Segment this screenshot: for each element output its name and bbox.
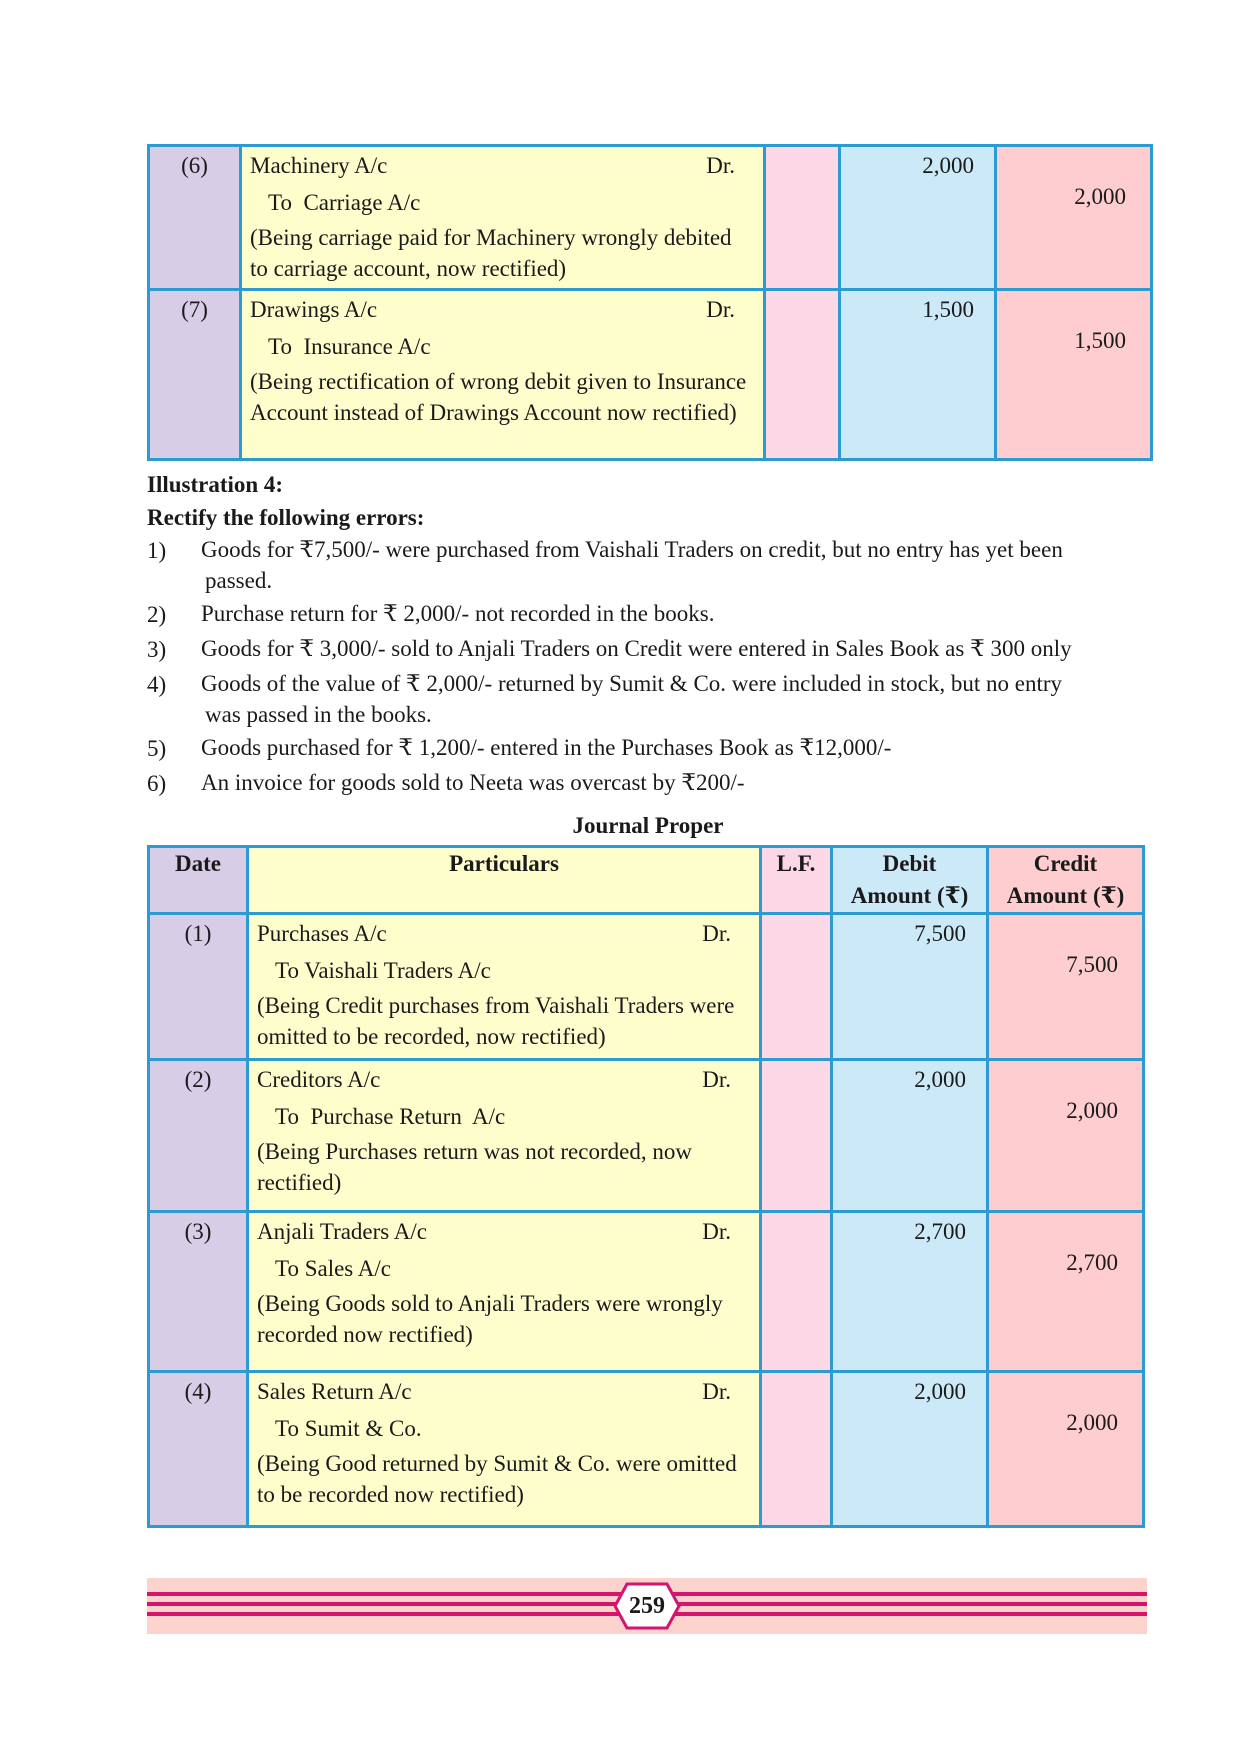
- debit-amount-cell: 2,000: [832, 1060, 988, 1212]
- debit-amount-cell: 7,500: [832, 914, 988, 1060]
- credit-amount-cell: 7,500: [988, 914, 1144, 1060]
- date-cell: (6): [149, 146, 241, 290]
- lf-cell: [761, 914, 832, 1060]
- list-item: 4) Goods of the value of ₹ 2,000/- returned by Sumit & Co. were included in stock, but no entry was passed in the books.: [147, 671, 1063, 727]
- table-header-row: [149, 847, 1144, 914]
- narration: (Being Purchases return was not recorded, now rectified): [257, 1139, 692, 1195]
- particulars-cell: [248, 1212, 761, 1372]
- header-credit: Credit Amount (₹): [988, 847, 1144, 914]
- credit-account: To Vaishali Traders A/c: [275, 958, 491, 983]
- date-cell: (4): [149, 1372, 248, 1527]
- page-number: 259: [629, 1593, 665, 1619]
- narration: (Being Good returned by Sumit & Co. were omitted to be recorded now rectified): [257, 1451, 737, 1507]
- debit-account: Purchases A/c: [257, 921, 387, 946]
- page-number-badge: [613, 1582, 681, 1630]
- header-debit: Debit Amount (₹): [832, 847, 988, 914]
- lf-cell: [761, 1372, 832, 1527]
- credit-account: To Insurance A/c: [268, 334, 431, 359]
- journal-proper-table: [147, 845, 1145, 1528]
- page-footer: [147, 1578, 1147, 1634]
- credit-amount-cell: 2,700: [988, 1212, 1144, 1372]
- error-list: [147, 534, 1149, 800]
- dr-label: Dr.: [702, 1067, 731, 1092]
- credit-account: To Sumit & Co.: [275, 1416, 422, 1441]
- list-item: 6) An invoice for goods sold to Neeta was overcast by ₹200/-: [147, 770, 745, 796]
- credit-amount-cell: 2,000: [996, 146, 1152, 290]
- dr-label: Dr.: [702, 1219, 731, 1244]
- debit-account: Creditors A/c: [257, 1067, 381, 1092]
- debit-amount-cell: 2,000: [832, 1372, 988, 1527]
- debit-account: Anjali Traders A/c: [257, 1219, 427, 1244]
- date-cell: (7): [149, 290, 241, 460]
- table-row: [149, 914, 1144, 1060]
- illustration-instruction: Rectify the following errors:: [147, 505, 425, 530]
- particulars-cell: [248, 1060, 761, 1212]
- journal-table-continued: [147, 144, 1153, 461]
- narration: (Being Goods sold to Anjali Traders were wrongly recorded now rectified): [257, 1291, 723, 1347]
- narration: (Being rectification of wrong debit given to Insurance Account instead of Drawings Account now rectified): [250, 369, 747, 425]
- illustration-section: [147, 468, 1149, 802]
- debit-amount-cell: 2,000: [840, 146, 996, 290]
- lf-cell: [761, 1060, 832, 1212]
- table-row: [149, 146, 1152, 290]
- debit-amount-cell: 1,500: [840, 290, 996, 460]
- credit-amount-cell: 1,500: [996, 290, 1152, 460]
- table-row: [149, 290, 1152, 460]
- particulars-cell: [241, 290, 765, 460]
- date-cell: (2): [149, 1060, 248, 1212]
- credit-amount-cell: 2,000: [988, 1060, 1144, 1212]
- table-row: [149, 1212, 1144, 1372]
- illustration-title: Illustration 4:: [147, 472, 284, 497]
- debit-amount-cell: 2,700: [832, 1212, 988, 1372]
- list-item: 5) Goods purchased for ₹ 1,200/- entered in the Purchases Book as ₹12,000/-: [147, 735, 892, 761]
- dr-label: Dr.: [706, 297, 735, 322]
- lf-cell: [765, 290, 840, 460]
- credit-account: To Carriage A/c: [268, 190, 421, 215]
- date-cell: (1): [149, 914, 248, 1060]
- list-item: 2) Purchase return for ₹ 2,000/- not recorded in the books.: [147, 601, 715, 627]
- date-cell: (3): [149, 1212, 248, 1372]
- list-item: 1) Goods for ₹7,500/- were purchased from Vaishali Traders on credit, but no entry has yet been passed.: [147, 537, 1063, 593]
- header-lf: L.F.: [761, 847, 832, 914]
- credit-account: To Sales A/c: [275, 1256, 391, 1281]
- table-row: [149, 1060, 1144, 1212]
- journal-caption: Journal Proper: [572, 813, 724, 838]
- narration: (Being carriage paid for Machinery wrongly debited to carriage account, now rectified): [250, 225, 732, 281]
- particulars-cell: [241, 146, 765, 290]
- list-item: 3) Goods for ₹ 3,000/- sold to Anjali Traders on Credit were entered in Sales Book as ₹ 300 only: [147, 636, 1072, 662]
- dr-label: Dr.: [706, 153, 735, 178]
- dr-label: Dr.: [702, 921, 731, 946]
- credit-amount-cell: 2,000: [988, 1372, 1144, 1527]
- particulars-cell: [248, 1372, 761, 1527]
- header-date: Date: [149, 847, 248, 914]
- debit-account: Machinery A/c: [250, 153, 388, 178]
- debit-account: Sales Return A/c: [257, 1379, 412, 1404]
- narration: (Being Credit purchases from Vaishali Traders were omitted to be recorded, now rectified): [257, 993, 735, 1049]
- table-row: [149, 1372, 1144, 1527]
- lf-cell: [765, 146, 840, 290]
- debit-account: Drawings A/c: [250, 297, 378, 322]
- particulars-cell: [248, 914, 761, 1060]
- credit-account: To Purchase Return A/c: [275, 1104, 506, 1129]
- lf-cell: [761, 1212, 832, 1372]
- header-particulars: Particulars: [248, 847, 761, 914]
- dr-label: Dr.: [702, 1379, 731, 1404]
